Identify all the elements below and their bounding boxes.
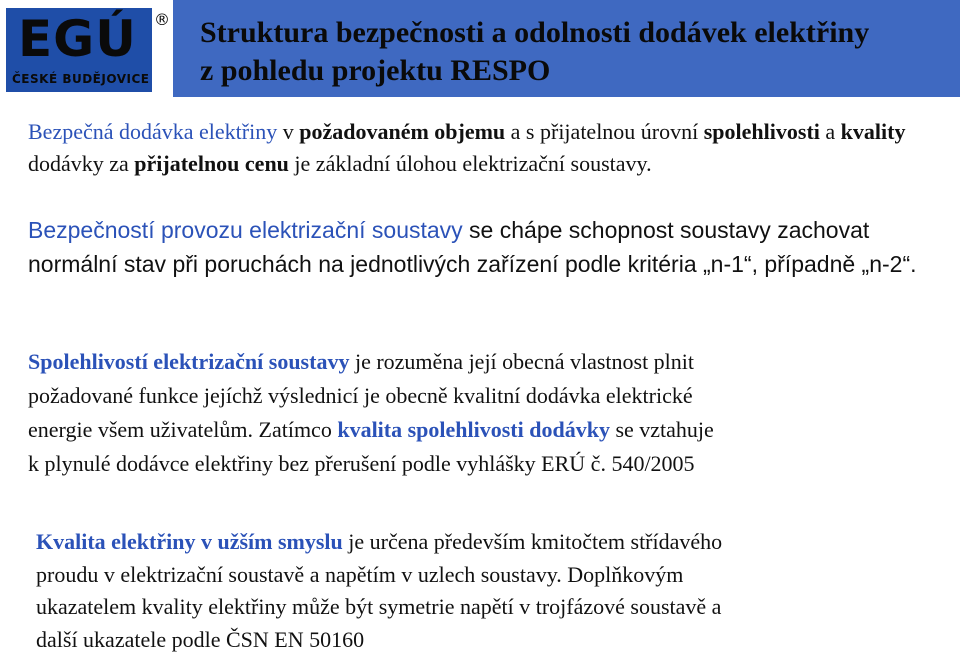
text: je základní úlohou elektrizační soustavy.: [289, 151, 652, 176]
term-power-quality: Kvalita elektřiny v užším smyslu: [36, 529, 343, 554]
title-line-1: Struktura bezpečnosti a odolnosti dodávek elektřiny: [200, 14, 950, 52]
text: v: [277, 119, 299, 144]
text: a s přijatelnou úrovní: [505, 119, 704, 144]
text: a: [820, 119, 841, 144]
term-operation-security: Bezpečností provozu elektrizační soustavy: [28, 217, 463, 243]
page-title: [200, 14, 950, 90]
term-required-volume: požadovaném objemu: [299, 119, 505, 144]
text: se chápe schopnost soustavy zachovat normální stav při poruchách na jednotlivých zařízení podle kritéria „n-1“, případně „n-2“.: [28, 217, 917, 277]
egu-logo: [6, 8, 166, 92]
term-acceptable-price: přijatelnou cenu: [134, 151, 289, 176]
registered-mark: ®: [154, 10, 170, 29]
paragraph-secure-supply: [28, 116, 948, 180]
term-supply-reliability-quality: kvalita spolehlivosti dodávky: [337, 417, 610, 442]
line: ukazatelem kvality elektřiny může být symetrie napětí v trojfázové soustavě a: [36, 591, 956, 624]
text: se vztahuje: [610, 417, 714, 442]
term-quality: kvality: [841, 119, 906, 144]
logo-city: ČESKÉ BUDĚJOVICE: [12, 72, 149, 86]
paragraph-reliability: [28, 345, 948, 481]
term-secure-supply: Bezpečná dodávka elektřiny: [28, 119, 277, 144]
line: k plynulé dodávce elektřiny bez přerušení podle vyhlášky ERÚ č. 540/2005: [28, 447, 948, 481]
logo-brand: EGÚ: [18, 10, 137, 68]
line: požadované funkce jejíchž výslednicí je obecně kvalitní dodávka elektrické: [28, 379, 948, 413]
line: proudu v elektrizační soustavě a napětím v uzlech soustavy. Doplňkovým: [36, 559, 956, 592]
term-system-reliability: Spolehlivostí elektrizační soustavy: [28, 349, 349, 374]
text: energie všem uživatelům. Zatímco: [28, 417, 337, 442]
line: [28, 345, 948, 379]
header: [0, 0, 960, 97]
text: dodávky za: [28, 151, 134, 176]
paragraph-power-quality: [36, 526, 956, 656]
paragraph-operation-security: [28, 213, 948, 281]
text: je určena především kmitočtem střídavého: [343, 529, 722, 554]
term-reliability: spolehlivosti: [704, 119, 820, 144]
line: [28, 413, 948, 447]
line: [36, 526, 956, 559]
title-line-2: z pohledu projektu RESPO: [200, 52, 950, 90]
line: další ukazatele podle ČSN EN 50160: [36, 624, 956, 656]
text: je rozuměna její obecná vlastnost plnit: [349, 349, 694, 374]
